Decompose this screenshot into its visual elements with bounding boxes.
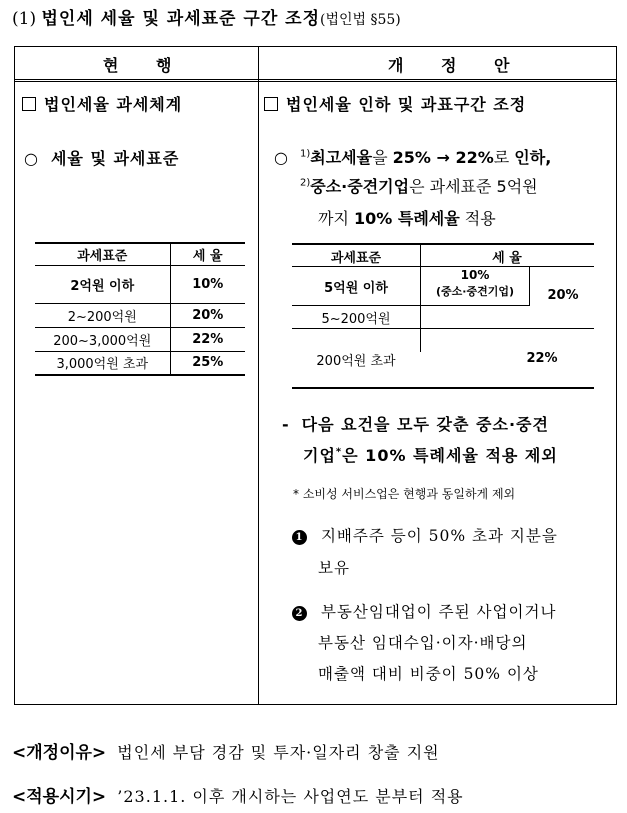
footnote-marker: 1)	[299, 148, 311, 160]
revised-item-2	[300, 174, 538, 197]
text-span: 기업	[303, 446, 336, 465]
table-row	[35, 327, 245, 351]
table-cell-base: 200~3,000억원	[35, 327, 170, 351]
footnote-marker: 2)	[300, 177, 311, 189]
column-header-revised: 개 정 안	[388, 56, 526, 75]
revised-rate-table	[292, 243, 594, 389]
revised-item-2-cont	[318, 206, 496, 229]
table-header-rate: 세 율	[492, 251, 522, 266]
revision-reason-text: 법인세 부담 경감 및 투자·일자리 창출 지원	[117, 743, 440, 762]
column-divider	[258, 47, 259, 704]
effective-date	[12, 782, 464, 807]
page-title	[12, 4, 401, 29]
condition-text: 지배주주 등이 50% 초과 지분을	[320, 527, 558, 545]
exclusion-line-1	[282, 412, 549, 435]
condition-2-cont-2: 매출액 대비 비중이 50% 이상	[318, 665, 539, 683]
revision-reason-label: <개정이유>	[12, 743, 107, 763]
circle-bullet-icon: ○	[24, 149, 39, 168]
checkbox-icon	[22, 97, 36, 111]
rate-change: 25% → 22%	[392, 148, 494, 167]
current-subtitle	[24, 146, 179, 169]
special-rate-value: 10%	[460, 268, 490, 282]
table-row	[35, 351, 245, 375]
table-cell-rate: 20%	[170, 303, 245, 327]
table-cell-base: 5~200억원	[321, 312, 391, 327]
number-2-icon: 2	[292, 606, 307, 621]
column-header-current: 현 행	[103, 56, 188, 75]
effective-date-text: ’23.1.1. 이후 개시하는 사업연도 분부터 적용	[117, 787, 464, 806]
table-cell-base: 3,000억원 초과	[35, 351, 170, 375]
table-cell-rate: 10%	[170, 265, 245, 303]
condition-2-cont-1: 부동산 임대수입·이자·배당의	[318, 634, 528, 652]
text-span: 은 10% 특례세율 적용 제외	[342, 446, 558, 465]
sme-label: 중소·중견기업	[310, 177, 410, 196]
number-1-icon: 1	[292, 530, 307, 545]
table-header-base: 과세표준	[330, 251, 382, 266]
effective-date-label: <적용시기>	[12, 787, 107, 807]
title-number: (1)	[12, 9, 37, 29]
text-span: 을	[372, 148, 393, 167]
condition-2	[292, 600, 556, 622]
special-rate-label: 10% 특례세율	[354, 209, 460, 228]
condition-1	[292, 524, 558, 546]
table-header-base: 과세표준	[35, 243, 170, 265]
table-header-rate: 세 율	[170, 243, 245, 265]
title-main: 법인세 세율 및 과세표준 구간 조정	[41, 9, 320, 29]
table-cell-rate: 20%	[547, 288, 579, 303]
revision-reason	[12, 738, 440, 763]
current-section-label: 법인세율 과세체계	[44, 95, 183, 114]
table-cell-rate: 22%	[526, 351, 558, 366]
condition-text: 부동산임대업이 주된 사업이거나	[320, 603, 557, 621]
text-span: 인하,	[514, 148, 552, 167]
current-subtitle-label: 세율 및 과세표준	[50, 149, 180, 168]
exclusion-note: * 소비성 서비스업은 현행과 동일하게 제외	[293, 487, 516, 501]
text-span: 로	[493, 148, 515, 167]
header-divider-double	[15, 81, 616, 82]
condition-1-cont: 보유	[318, 559, 350, 577]
table-cell-base: 5억원 이하	[324, 281, 388, 296]
current-rate-table	[35, 242, 245, 376]
special-rate-note: (중소·중견기업)	[436, 285, 514, 298]
exclusion-line-2	[303, 443, 558, 466]
exclusion-text: 다음 요건을 모두 갖춘 중소·중견	[301, 415, 549, 434]
revised-section-label: 법인세율 인하 및 과표구간 조정	[286, 95, 527, 114]
table-row	[35, 265, 245, 303]
title-reference: (법인법 §55)	[320, 12, 401, 28]
dash-bullet: -	[282, 415, 290, 434]
text-span: 적용	[459, 209, 496, 228]
table-cell-base: 200억원 초과	[316, 354, 396, 369]
circle-bullet-icon: ○	[274, 148, 288, 167]
top-rate-label: 최고세율	[310, 148, 373, 167]
checkbox-icon	[264, 97, 278, 111]
asterisk-marker: *	[335, 446, 343, 458]
table-cell-rate: 22%	[170, 327, 245, 351]
table-cell-base: 2~200억원	[35, 303, 170, 327]
table-row	[35, 303, 245, 327]
table-cell-base: 2억원 이하	[35, 265, 170, 303]
current-section-title	[22, 92, 182, 115]
table-cell-rate: 25%	[170, 351, 245, 375]
header-divider	[15, 79, 616, 80]
revised-section-title	[264, 92, 526, 115]
revised-item-1	[274, 145, 551, 168]
text-span: 까지	[318, 209, 354, 228]
text-span: 은 과세표준 5억원	[409, 177, 538, 196]
